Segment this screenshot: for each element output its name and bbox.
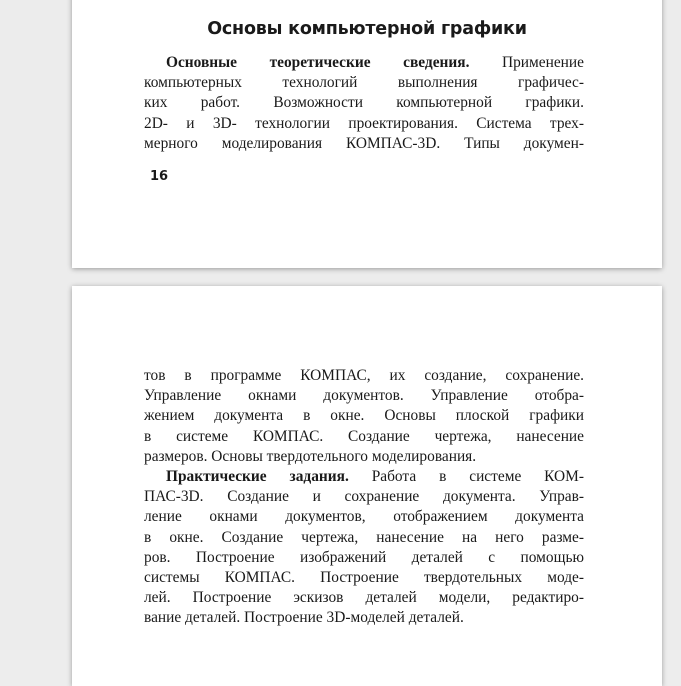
page-17 [72, 286, 662, 686]
text-line: жением документа в окне. Основы плоской графики [144, 407, 584, 425]
text-line: системы КОМПАС. Построение твердотельных моде- [144, 569, 584, 587]
text-line: размеров. Основы твердотельного моделирования. [144, 447, 477, 465]
text-line: лей. Построение эскизов деталей модели, редактиро- [144, 589, 584, 607]
text-fragment: Применение [469, 54, 584, 71]
text-block [144, 366, 584, 629]
chapter-title: Основы компьютерной графики [207, 19, 527, 39]
text-line: вание деталей. Построение 3D-моделей деталей. [144, 609, 464, 627]
text-line: ПАС-3D. Создание и сохранение документа. Управ- [144, 488, 584, 506]
text-line: Управление окнами документов. Управление отобра- [144, 387, 584, 405]
section-heading: Основные теоретические сведения. [166, 54, 470, 71]
page-number: 16 [150, 169, 169, 184]
text-line: 2D- и 3D- технологии проектирования. Система трех- [144, 114, 584, 132]
text-line [144, 467, 584, 487]
text-fragment: Работа в системе КОМ- [348, 468, 584, 486]
text-line: мерного моделирования КОМПАС-3D. Типы докумен- [144, 134, 584, 152]
text-line [144, 53, 584, 73]
text-line: в системе КОМПАС. Создание чертежа, нанесение [144, 427, 584, 445]
text-line: в окне. Создание чертежа, нанесение на него разме- [144, 528, 584, 546]
text-block [144, 53, 584, 154]
practical-heading: Практические задания. [166, 468, 349, 486]
text-line: ких работ. Возможности компьютерной графики. [144, 94, 584, 112]
text-line: компьютерных технологий выполнения графичес- [144, 74, 584, 92]
page-16 [72, 0, 662, 268]
text-line: ров. Построение изображений деталей с помощью [144, 548, 584, 566]
text-line: тов в программе КОМПАС, их создание, сохранение. [144, 367, 584, 384]
text-line: ление окнами документов, отображением документа [144, 508, 584, 526]
